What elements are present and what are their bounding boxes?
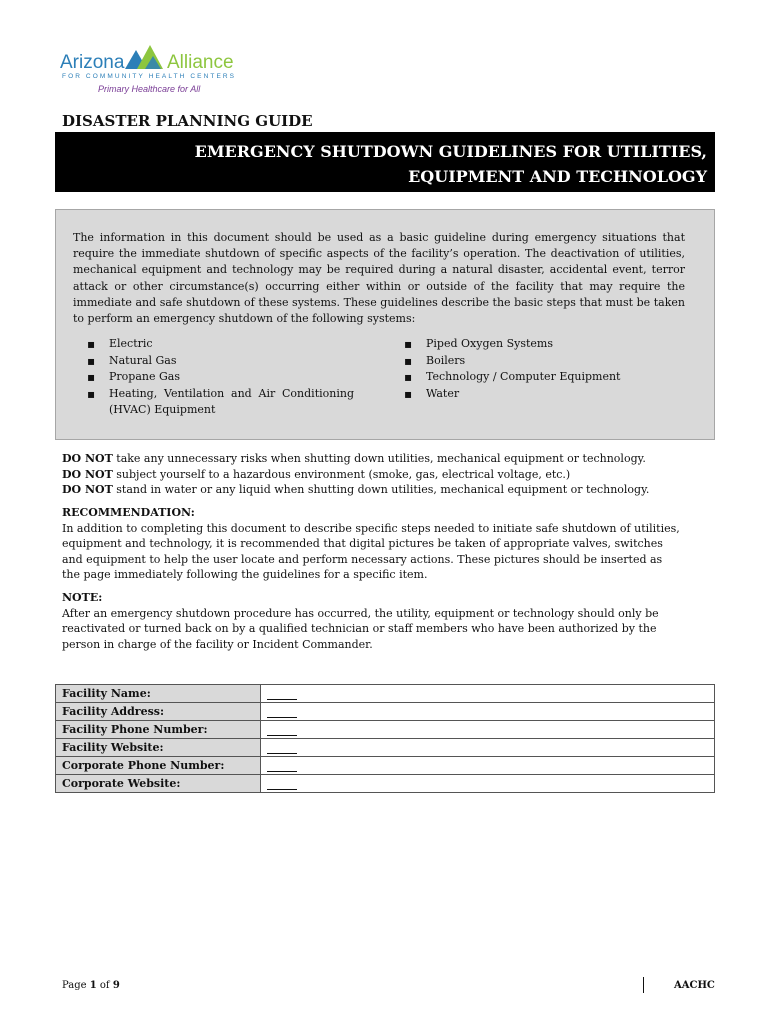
warnings [62,451,649,498]
corporate-phone-label: Corporate Phone Number: [56,757,261,775]
page-current: 1 [89,980,97,991]
warning-lead: DO NOT [62,483,113,496]
facility-name-blank [267,688,297,700]
table-row [56,721,715,739]
corporate-website-field[interactable] [261,775,715,793]
corporate-website-blank [267,778,297,790]
warning-line [62,467,649,483]
system-item: ▪ Piped Oxygen Systems [401,336,691,353]
table-row [56,685,715,703]
guide-title: DISASTER PLANNING GUIDE [62,112,313,130]
note-section [62,590,682,652]
title-banner [55,132,715,192]
facility-phone-label: Facility Phone Number: [56,721,261,739]
system-item: ▪ Water [401,386,691,403]
system-item: ▪ Propane Gas [84,369,354,386]
system-item: ▪ Electric [84,336,354,353]
facility-website-field[interactable] [261,739,715,757]
note-body: After an emergency shutdown procedure has occurred, the utility, equipment or technology should only be reactivated or turned back on by a qualified technician or staff members who have been authorized by the person in charge of the facility or Incident Commander. [62,606,659,651]
systems-list-right [401,336,691,402]
corporate-phone-blank [267,760,297,772]
warning-line [62,451,649,467]
system-item: ▪ Heating, Ventilation and Air Conditioning (HVAC) Equipment [84,386,354,419]
warning-text: stand in water or any liquid when shutting down utilities, mechanical equipment or technology. [112,483,650,496]
facility-phone-blank [267,724,297,736]
table-row [56,775,715,793]
warning-lead: DO NOT [62,467,113,481]
recommendation-heading: RECOMMENDATION: [62,506,195,519]
page-number [62,980,120,991]
table-row [56,757,715,775]
facility-phone-field[interactable] [261,721,715,739]
system-item: ▪ Boilers [401,353,691,370]
facility-website-label: Facility Website: [56,739,261,757]
warning-text: take any unnecessary risks when shutting down utilities, mechanical equipment or technology. [112,452,646,465]
facility-address-field[interactable] [261,703,715,721]
facility-address-blank [267,706,297,718]
recommendation-body: In addition to completing this document to describe specific steps needed to initiate safe shutdown of utilities, equipment and technology, it is recommended that digital pictures be taken of appropriate valves, switches and equipment to help the user locate and perform necessary actions. These pictures should be inserted as the page immediately following the guidelines for a specific item. [62,521,680,581]
info-box [55,209,715,440]
warning-lead: DO NOT [62,452,113,465]
facility-name-field[interactable] [261,685,715,703]
facility-website-blank [267,742,297,754]
warning-line [62,482,649,498]
mountain-logo-icon [123,44,167,70]
facility-address-label: Facility Address: [56,703,261,721]
banner-line-2: EQUIPMENT AND TECHNOLOGY [408,167,707,186]
footer-divider [643,977,644,993]
logo [60,42,250,98]
system-item: ▪ Technology / Computer Equipment [401,369,691,386]
page-total: 9 [112,980,120,991]
corporate-phone-field[interactable] [261,757,715,775]
banner-line-1: EMERGENCY SHUTDOWN GUIDELINES FOR UTILITIES, [194,142,707,161]
logo-word-arizona: Arizona [60,52,125,73]
logo-subline: FOR COMMUNITY HEALTH CENTERS [62,73,237,80]
recommendation-section [62,505,682,583]
facility-name-label: Facility Name: [56,685,261,703]
table-row [56,703,715,721]
logo-tagline: Primary Healthcare for All [98,84,201,94]
page-word: Page [62,980,90,991]
warning-text: subject yourself to a hazardous environment (smoke, gas, electrical voltage, etc.) [112,467,571,481]
footer-org: AACHC [674,980,715,991]
facility-info-table [55,684,715,793]
table-row [56,739,715,757]
corporate-website-label: Corporate Website: [56,775,261,793]
note-heading: NOTE: [62,591,103,604]
systems-list-left [84,336,354,419]
page-of-word: of [96,980,113,991]
info-paragraph: The information in this document should be used as a basic guideline during emergency situations that require the immediate shutdown of specific aspects of the facility’s operation. The deactivation of utilities, mechanical equipment and technology may be required during a natural disaster, accidental event, terror attack or other circumstance(s) occurring either within or outside of the facility that may require the immediate and safe shutdown of these systems. These guidelines describe the basic steps that must be taken to perform an emergency shutdown of the following systems: [73,231,685,326]
logo-word-alliance: Alliance [167,52,234,73]
system-item: ▪ Natural Gas [84,353,354,370]
